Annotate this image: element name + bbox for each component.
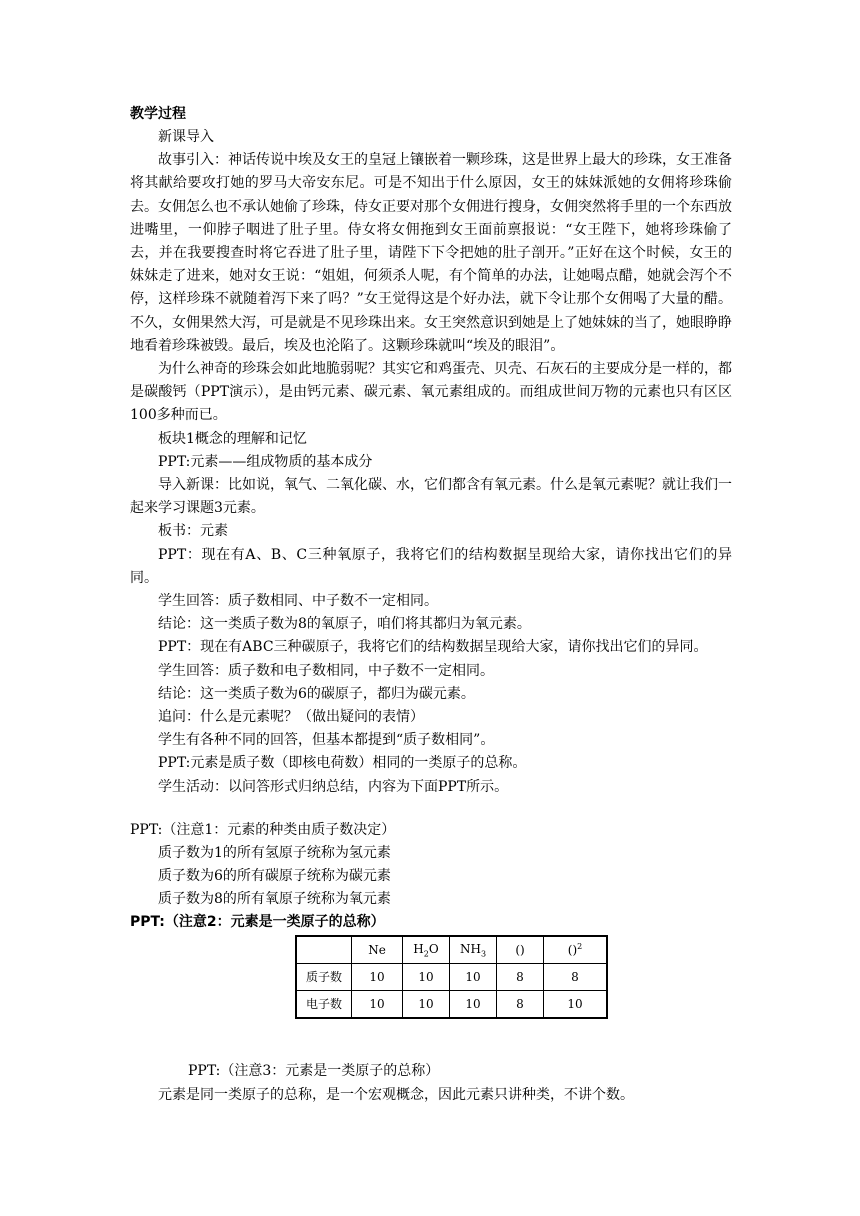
subscript: 3 [480, 949, 487, 959]
note-title: PPT:（注意1：元素的种类由质子数决定） [130, 821, 396, 838]
paragraph: 学生回答：质子数相同、中子数不一定相同。 [158, 593, 438, 610]
paragraph: 学生回答：质子数和电子数相同，中子数不一定相同。 [158, 662, 494, 679]
paragraph: 为什么神奇的珍珠会如此地脆弱呢？其实它和鸡蛋壳、贝壳、石灰石的主要成分是一样的，都是碳酸钙（PPT演示），是由钙元素、碳元素、氧元素组成的。而组成世间万物的元素也只有区区100多种而已。 [130, 361, 732, 424]
table-header-row [296, 936, 607, 964]
table-header-cell [403, 936, 450, 964]
paragraph: PPT：现在有A、B、C三种氧原子，我将它们的结构数据呈现给大家，请你找出它们的异同。 [130, 546, 732, 586]
section-heading: 教学过程 [130, 106, 186, 122]
formula-nh: NH [459, 941, 481, 956]
table-row [296, 990, 607, 1018]
table-header-cell [544, 936, 608, 964]
paragraph: PPT:元素——组成物质的基本成分 [158, 453, 373, 470]
table-cell: 8 [497, 990, 544, 1018]
table-cell: 10 [450, 990, 497, 1018]
table-cell: 10 [450, 963, 497, 990]
table-cell: 10 [352, 990, 403, 1018]
document-content [130, 102, 732, 1107]
ppt-note-1 [130, 819, 732, 911]
paragraph: 板块1概念的理解和记忆 [158, 430, 307, 447]
note-line: 质子数为1的所有氢原子统称为氢元素 [158, 844, 391, 861]
ppt-note-3-title: PPT:（注意3：元素是一类原子的总称） [188, 1062, 440, 1079]
table-header-cell: () [497, 936, 544, 964]
paragraph: 导入新课：比如说，氧气、二氧化碳、水，它们都含有氧元素。什么是氧元素呢？就让我们一起来学习课题3元素。 [130, 477, 732, 517]
table-cell: 10 [403, 963, 450, 990]
row-label: 电子数 [296, 990, 352, 1018]
note-line: 质子数为8的所有氧原子统称为氧元素 [158, 890, 391, 907]
paragraph: 学生有各种不同的回答，但基本都提到“质子数相同”。 [158, 732, 495, 749]
table-cell: 8 [497, 963, 544, 990]
table-cell: 10 [403, 990, 450, 1018]
paragraph: 追问：什么是元素呢？（做出疑问的表情） [158, 709, 424, 726]
table-header-cell [450, 936, 497, 964]
formula-o: O [428, 941, 439, 956]
paragraph: 结论：这一类质子数为6的碳原子，都归为碳元素。 [158, 685, 475, 702]
ppt-note-3-body: 元素是同一类原子的总称，是一个宏观概念，因此元素只讲种类，不讲个数。 [158, 1086, 634, 1103]
table-cell: 10 [544, 990, 608, 1018]
table-header-cell [296, 936, 352, 964]
table-header-cell: Ne [352, 936, 403, 964]
subscript: 2 [423, 949, 429, 959]
formula-ion: () [567, 943, 578, 958]
table-row [296, 963, 607, 990]
particle-table [295, 935, 608, 1019]
table-cell: 8 [544, 963, 608, 990]
paragraph: 故事引入：神话传说中埃及女王的皇冠上镶嵌着一颗珍珠，这是世界上最大的珍珠，女王准备将其献给要攻打她的罗马大帝安东尼。可是不知出于什么原因，女王的妹妹派她的女佣将珍珠偷去。女佣怎么也不承认她偷了珍珠，侍女正要对那个女佣进行搜身，女佣突然将手里的一个东西放进嘴里，一仰脖子咽进了肚子里。侍女将女佣拖到女王面前禀报说：“女王陛下，她将珍珠偷了去，并在我要搜查时将它吞进了肚子里，请陛下下令把她的肚子剖开。”正好在这个时候，女王的妹妹走了进来，她对女王说：“姐姐，何须杀人呢，有个简单的办法，让她喝点醋，她就会泻个不停，这样珍珠不就随着泻下来了吗？”女王觉得这是个好办法，就下令让那个女佣喝了大量的醋。不久，女佣果然大泻，可是就是不见珍珠出来。女王突然意识到她是上了她妹妹的当了，她眼睁睁地看着珍珠被毁。最后，埃及也沦陷了。这颗珍珠就叫“埃及的眼泪”。 [130, 152, 732, 354]
paragraph: 结论：这一类质子数为8的氧原子，咱们将其都归为氧元素。 [158, 616, 531, 633]
row-label: 质子数 [296, 963, 352, 990]
paragraph: 学生活动：以问答形式归纳总结，内容为下面PPT所示。 [158, 778, 509, 795]
table-cell: 10 [352, 963, 403, 990]
paragraph: 新课导入 [158, 129, 214, 145]
note-line: 质子数为6的所有碳原子统称为碳元素 [158, 867, 391, 884]
paragraph: PPT：现在有ABC三种碳原子，我将它们的结构数据呈现给大家，请你找出它们的异同。 [158, 639, 708, 656]
paragraph: 板书：元素 [158, 523, 228, 540]
paragraph: PPT:元素是质子数（即核电荷数）相同的一类原子的总称。 [158, 755, 527, 772]
superscript: 2 [577, 942, 583, 952]
ppt-note-2-title: PPT:（注意2：元素是一类原子的总称） [130, 913, 385, 930]
formula-h: H [413, 941, 424, 956]
